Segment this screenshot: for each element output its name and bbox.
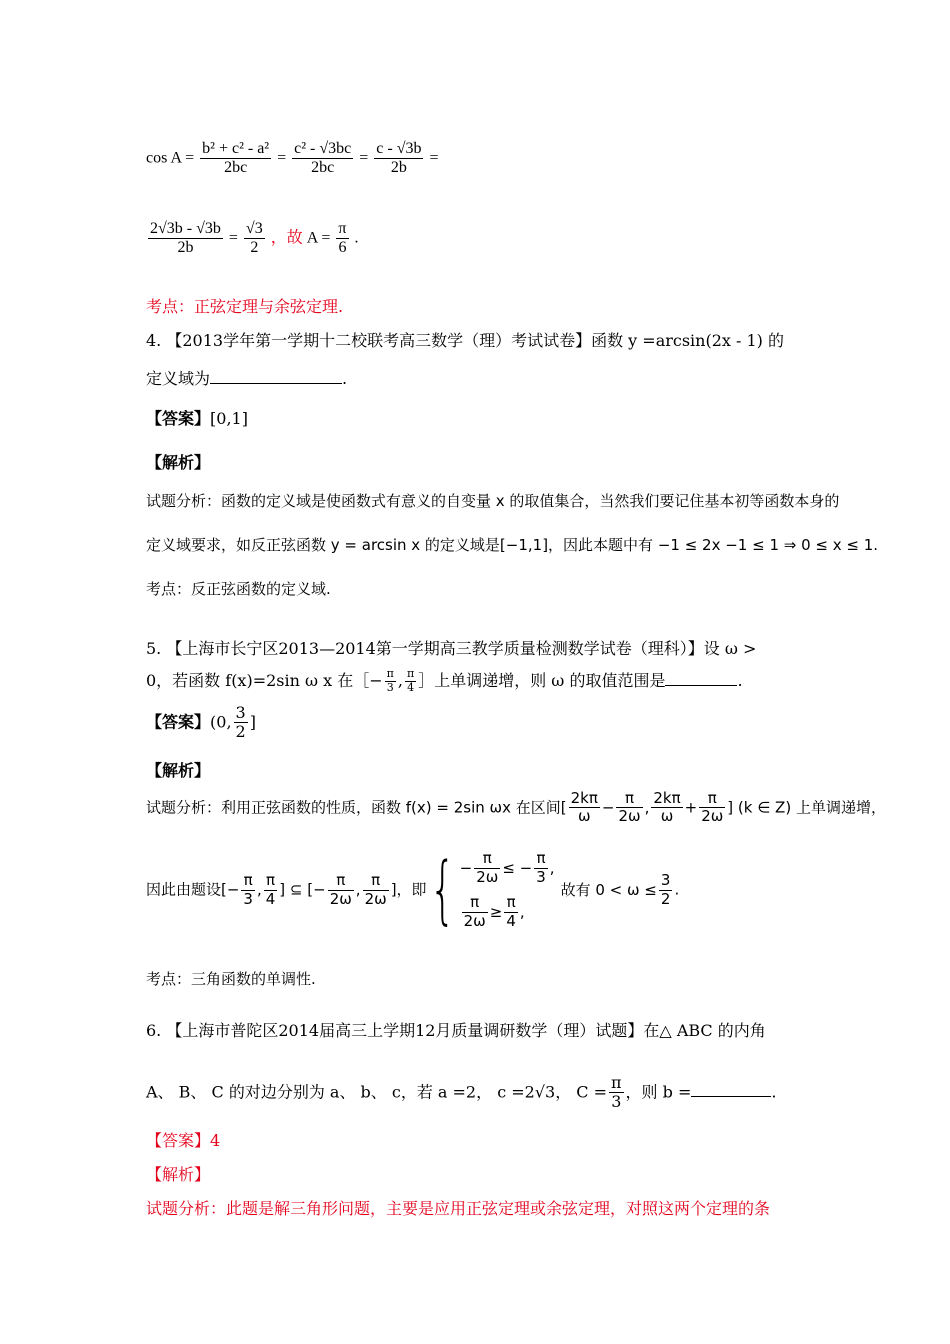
fraction: $\frac{\pi}{6}$	[338, 220, 347, 257]
fraction: $\frac{3}{2}$	[235, 703, 246, 742]
fraction: $\frac{\pi}{3}$	[611, 1073, 622, 1112]
fraction: $\frac{\text{c² - √3bc}}{2bc}$	[294, 140, 352, 177]
q5-analysis-label: 【解析】	[146, 761, 211, 780]
q5-stem-line-2: 0，若函数 f(x)=2sin ω x 在［− $\frac{\pi}{3}$ , $\frac{\pi}{4}$ ］上单调递增，则 ω 的取值范围是 .	[146, 667, 743, 694]
fraction: $\frac{\pi}{3}$	[536, 849, 546, 886]
fraction: $\frac{\pi}{2\omega}$	[701, 789, 724, 826]
q6-analysis-label: 【解析】	[146, 1165, 211, 1184]
answer-blank	[210, 369, 342, 384]
fraction: $\frac{3}{2}$	[660, 871, 671, 908]
fraction: $\frac{\pi}{3}$	[386, 667, 394, 694]
answer-label: 【答案】	[146, 712, 211, 732]
eq-lhs: cos A =	[146, 149, 195, 167]
q6-answer	[146, 1128, 220, 1151]
inequality-system: − $\frac{\pi}{2\omega}$ ≤ − $\frac{\pi}{3}$ , $\frac{\pi}{2\omega}$ ≥ $\frac{\pi}{4}$ ,	[459, 849, 555, 930]
q5-stem-line-1: 5. 【上海市长宁区2013—2014第一学期高三教学质量检测数学试卷（理科）】设 ω >	[146, 639, 757, 658]
q6-stem-line-2: A、 B、 C 的对边分别为 a、 b、 c，若 a =2， c =2√3， C = $\frac{\pi}{3}$ ，则 b = .	[146, 1073, 777, 1112]
fraction: $\frac{\pi}{4}$	[265, 871, 276, 908]
fraction: $\frac{2k\pi}{\omega}$	[653, 789, 681, 826]
fraction: $\frac{\text{b² + c² - a²}}{2bc}$	[202, 140, 270, 177]
kaodian-line: 考点：正弦定理与余弦定理.	[146, 297, 344, 316]
q4-answer	[146, 406, 248, 429]
q5-analysis-line-2: 因此由题设[− $\frac{\pi}{3}$ , $\frac{\pi}{4}$ ] ⊆ [− $\frac{\pi}{2\omega}$ , $\frac{\pi}{2\omega}$ ]，即{ − $\frac{\pi}{2\omega}$ ≤ − $\frac{\pi}{3}$ , $\frac{\pi}{2\omega}$ ≥ $\frac{\pi}{4}$ , 故有 0 < ω ≤ $\frac{3}{2}$ .	[146, 847, 680, 933]
q4-stem-line-1: 4. 【2013学年第一学期十二校联考高三数学（理）考试试卷】函数 y =arcsin(2x - 1) 的	[146, 331, 785, 350]
fraction: $\frac{\pi}{2\omega}$	[476, 849, 499, 886]
q4-stem-line-2: 定义域为 .	[146, 369, 348, 388]
fraction: $\frac{\pi}{3}$	[243, 871, 253, 908]
answer-value: [0,1]	[210, 409, 248, 428]
fraction: $\frac{2k\pi}{\omega}$	[570, 789, 598, 826]
q5-kaodian: 考点：三角函数的单调性.	[146, 970, 316, 988]
cosine-rule-equation-line-1: cos A = $\frac{\text{b² + c² - a²}}{2bc}$ = $\frac{\text{c² - √3bc}}{2bc}$ = $\frac{c - √3b}{2b}$ =	[146, 140, 439, 177]
fraction: $\frac{\pi}{4}$	[506, 893, 516, 930]
fraction: $\frac{c - √3b}{2b}$	[376, 140, 422, 177]
fraction: $\frac{\pi}{4}$	[406, 667, 415, 694]
fraction: $\frac{\pi}{2\omega}$	[329, 871, 352, 908]
fraction: $\frac{\pi}{2\omega}$	[463, 893, 486, 930]
fraction: $\frac{2√3b - √3b}{2b}$	[150, 220, 221, 257]
q5-answer: 【答案】(0, $\frac{3}{2}$ ]	[146, 703, 256, 742]
answer-label: 【答案】	[146, 1131, 211, 1150]
q4-analysis-label: 【解析】	[146, 453, 211, 472]
answer-blank	[665, 671, 737, 686]
cosine-rule-equation-line-2: $\frac{2√3b - √3b}{2b}$ = $\frac{√3}{2}$ ，故 A = $\frac{\pi}{6}$ .	[150, 220, 359, 257]
q5-analysis-line-1: 试题分析：利用正弦函数的性质，函数 f(x) = 2sin ωx 在区间[ $\frac{2k\pi}{\omega}$ − $\frac{\pi}{2\omega}$ , $\frac{2k\pi}{\omega}$ + $\frac{\pi}{2\omega}$ ] (k ∈ Z) 上单调递增，	[146, 789, 886, 826]
fraction: $\frac{\pi}{2\omega}$	[364, 871, 387, 908]
answer-value: 4	[210, 1131, 221, 1150]
fraction: $\frac{√3}{2}$	[245, 220, 263, 257]
conclusion-text: ，故	[270, 229, 303, 247]
q4-analysis-line-1: 试题分析：函数的定义域是使函数式有意义的自变量 x 的取值集合，当然我们要记住基本初等函数本身的	[146, 492, 840, 510]
q6-stem-line-1: 6. 【上海市普陀区2014届高三上学期12月质量调研数学（理）试题】在△ ABC 的内角	[146, 1021, 766, 1040]
fraction: $\frac{\pi}{2\omega}$	[618, 789, 641, 826]
system-brace: {	[429, 847, 456, 933]
q4-kaodian: 考点：反正弦函数的定义域.	[146, 580, 331, 598]
answer-blank	[691, 1082, 771, 1097]
q4-analysis-line-2: 定义域要求，如反正弦函数 y = arcsin x 的定义域是[−1,1]，因此本题中有 −1 ≤ 2x −1 ≤ 1 ⇒ 0 ≤ x ≤ 1.	[146, 536, 879, 554]
q6-analysis-line-1: 试题分析：此题是解三角形问题，主要是应用正弦定理或余弦定理，对照这两个定理的条	[146, 1199, 771, 1218]
answer-label: 【答案】	[146, 409, 211, 428]
